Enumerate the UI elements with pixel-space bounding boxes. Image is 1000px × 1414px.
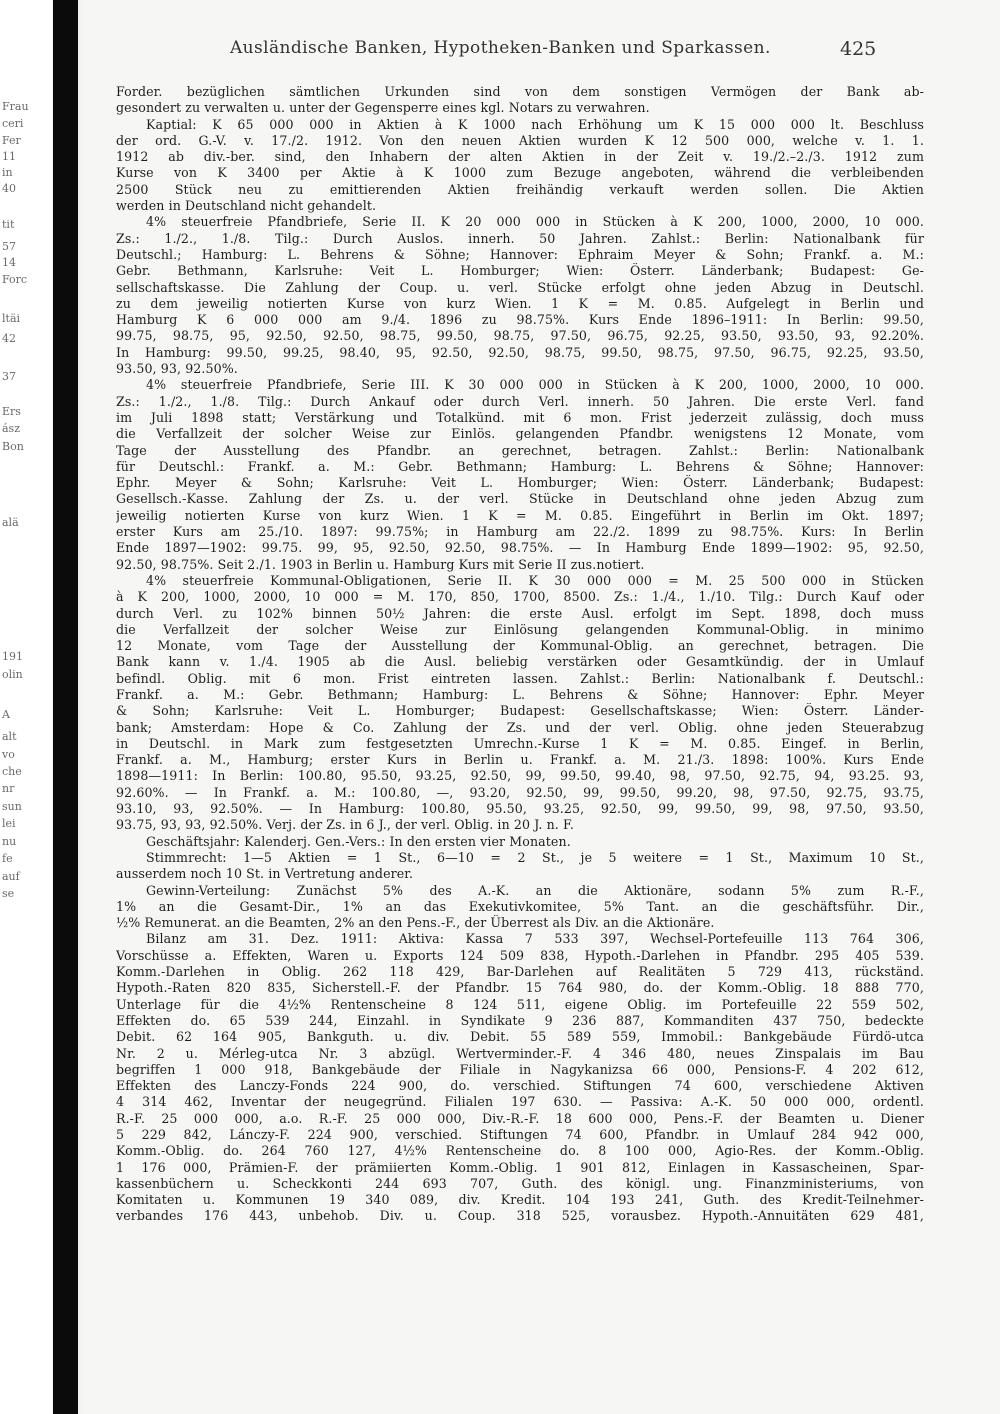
text-line: Gewinn-Verteilung: Zunächst 5% des A.-K. an die Aktionäre, sodann 5% zum R.-F., bbox=[146, 882, 924, 898]
text-line: 4 314 462, Inventar der neugegründ. Filialen 197 630. — Passiva: A.-K. 50 000 000, ordentl. bbox=[116, 1094, 924, 1110]
text-line: für Deutschl.: Frankf. a. M.: Gebr. Bethmann; Hamburg: L. Behrens & Söhne; Hannover: bbox=[116, 458, 924, 474]
margin-fragment: Frau bbox=[2, 100, 29, 113]
text-line: die Verfallzeit der solcher Weise zur Einlös. gelangenden Pfandbr. wenigstens 12 Monate, vom bbox=[116, 426, 924, 442]
text-line: à K 200, 1000, 2000, 10 000 = M. 170, 850, 1700, 8500. Zs.: 1./4., 1./10. Tilg.: Durch Kauf oder bbox=[116, 589, 924, 605]
margin-fragment: in bbox=[2, 166, 13, 179]
margin-fragment: lei bbox=[2, 817, 16, 830]
text-line: Unterlage für die 4½% Rentenscheine 8 124 511, eigene Oblig. im Portefeuille 22 559 502, bbox=[116, 996, 924, 1012]
margin-fragment: ász bbox=[2, 422, 20, 435]
text-line: 4% steuerfreie Pfandbriefe, Serie III. K 30 000 000 in Stücken à K 200, 1000, 2000, 10 000. bbox=[146, 377, 924, 393]
text-line: durch Verl. zu 102% binnen 50½ Jahren: die erste Ausl. erfolgt im Sept. 1898, doch muss bbox=[116, 605, 924, 621]
text-line: zu dem jeweilig notierten Kurse von kurz Wien. 1 K = M. 0.85. Aufgelegt in Berlin und bbox=[116, 295, 924, 311]
text-line: Komm.-Oblig. do. 264 760 127, 4½% Rentenscheine do. 8 100 000, Agio-Res. der Komm.-Oblig. bbox=[116, 1143, 924, 1159]
text-line: Ende 1897—1902: 99.75. 99, 95, 92.50, 92.50, 98.75%. — In Hamburg Ende 1899—1902: 95, 92.50, bbox=[116, 540, 924, 556]
text-line: 99.75, 98.75, 95, 92.50, 92.50, 98.75, 99.50, 98.75, 97.50, 96.75, 92.25, 93.50, 93.50, 93, 92.20%. bbox=[116, 328, 924, 344]
book-page bbox=[82, 0, 1000, 1414]
text-line: der ord. G.-V. v. 17./2. 1912. Von den neuen Aktien wurden K 12 500 000, welche v. 1. 1. bbox=[116, 132, 924, 148]
text-line: Kaptial: K 65 000 000 in Aktien à K 1000 nach Erhöhung um K 15 000 000 lt. Beschluss bbox=[146, 116, 924, 132]
page-header bbox=[82, 38, 1000, 62]
text-line: 4% steuerfreie Kommunal-Obligationen, Serie II. K 30 000 000 = M. 25 500 000 in Stücken bbox=[146, 572, 924, 588]
margin-fragment: nr bbox=[2, 782, 15, 795]
text-line: 4% steuerfreie Pfandbriefe, Serie II. K 20 000 000 in Stücken à K 200, 1000, 2000, 10 000. bbox=[146, 214, 924, 230]
text-line: Deutschl.; Hamburg: L. Behrens & Söhne; Hannover: Ephraim Meyer & Sohn; Frankf. a. M.: bbox=[116, 246, 924, 262]
text-line: In Hamburg: 99.50, 99.25, 98.40, 95, 92.50, 92.50, 98.75, 99.50, 98.75, 97.50, 96.75, 92.25, 93.50, bbox=[116, 344, 924, 360]
text-line: Hamburg K 6 000 000 am 9./4. 1896 zu 98.75%. Kurs Ende 1896–1911: In Berlin: 99.50, bbox=[116, 312, 924, 328]
text-line: verbandes 176 443, unbehob. Div. u. Coup. 318 525, vorausbez. Hypoth.-Annuitäten 629 481, bbox=[116, 1208, 924, 1224]
text-line: 1 176 000, Prämien-F. der prämiierten Komm.-Oblig. 1 901 812, Einlagen in Kassascheinen, Spar- bbox=[116, 1159, 924, 1175]
binding-shadow bbox=[53, 0, 78, 1414]
text-line: Stimmrecht: 1—5 Aktien = 1 St., 6—10 = 2 St., je 5 weitere = 1 St., Maximum 10 St., bbox=[146, 849, 924, 865]
text-line: 1912 ab div.-ber. sind, den Inhabern der alten Aktien in der Zeit v. 19./2.–2./3. 1912 zum bbox=[116, 149, 924, 165]
text-line: Zs.: 1./2., 1./8. Tilg.: Durch Ankauf oder durch Verl. innerh. 50 Jahren. Die erste Verl. fand bbox=[116, 393, 924, 409]
margin-fragment: alt bbox=[2, 730, 17, 743]
margin-fragment: tit bbox=[2, 218, 15, 231]
margin-fragment: 191 bbox=[2, 650, 23, 663]
text-line: ausserdem noch 10 St. in Vertretung anderer. bbox=[116, 866, 414, 882]
text-line: Hypoth.-Raten 820 835, Sicherstell.-F. der Pfandbr. 15 764 980, do. der Komm.-Oblig. 18 888 770, bbox=[116, 980, 924, 996]
text-line: Tage der Ausstellung des Pfandbr. an gerechnet, betragen. Zahlst.: Berlin: Nationalbank bbox=[116, 442, 924, 458]
text-line: Kurse von K 3400 per Aktie à K 1000 zum Bezuge angeboten, während die verbleibenden bbox=[116, 165, 924, 181]
text-line: erster Kurs am 25./10. 1897: 99.75%; in Hamburg am 22./2. 1899 zu 98.75%. Kurs: In Berlin bbox=[116, 524, 924, 540]
text-line: im Juli 1898 statt; Verstärkung und Totalkünd. mit 6 mon. Frist jederzeit zulässig, doch muss bbox=[116, 409, 924, 425]
text-line: Zs.: 1./2., 1./8. Tilg.: Durch Auslos. innerh. 50 Jahren. Zahlst.: Berlin: Nationalbank für bbox=[116, 230, 924, 246]
margin-fragment: fe bbox=[2, 852, 13, 865]
margin-fragment: ceri bbox=[2, 117, 24, 130]
page-number: 425 bbox=[840, 38, 877, 60]
margin-fragment: 14 bbox=[2, 256, 16, 269]
text-line: werden in Deutschland nicht gehandelt. bbox=[116, 198, 377, 214]
text-line: begriffen 1 000 918, Bankgebäude der Filiale in Nagykanizsa 66 000, Pensions-F. 4 202 612, bbox=[116, 1061, 924, 1077]
text-line: 5 229 842, Lánczy-F. 224 900, verschied. Stiftungen 74 600, Pfandbr. in Umlauf 284 942 000, bbox=[116, 1127, 924, 1142]
running-head: Ausländische Banken, Hypotheken-Banken und Sparkassen. bbox=[230, 38, 771, 58]
text-line: Komitaten u. Kommunen 19 340 089, div. Kredit. 104 193 241, Guth. des Kredit-Teilnehmer- bbox=[116, 1192, 924, 1208]
margin-fragment: 40 bbox=[2, 182, 16, 195]
margin-fragment: 11 bbox=[2, 150, 16, 163]
margin-fragment: Bon bbox=[2, 440, 24, 453]
facing-page-margin bbox=[0, 0, 52, 1414]
text-line: ½% Remunerat. an die Beamten, 2% an den Pens.-F., der Überrest als Div. an die Aktionäre. bbox=[116, 915, 715, 931]
text-line: Bilanz am 31. Dez. 1911: Aktiva: Kassa 7 533 397, Wechsel-Portefeuille 113 764 306, bbox=[146, 931, 924, 947]
text-line: Frankf. a. M.: Gebr. Bethmann; Hamburg: L. Behrens & Söhne; Hannover: Ephr. Meyer bbox=[116, 686, 924, 702]
margin-fragment: A bbox=[2, 708, 10, 721]
text-line: 1898—1911: In Berlin: 100.80, 95.50, 93.25, 92.50, 99, 99.50, 99.40, 98, 97.50, 92.75, 94, 93.25. 93, bbox=[116, 768, 924, 784]
margin-fragment: che bbox=[2, 765, 22, 778]
body-text bbox=[116, 84, 924, 1225]
text-line: in Deutschl. in Mark zum festgesetzten Umrechn.-Kurse 1 K = M. 0.85. Eingef. in Berlin, bbox=[116, 735, 924, 751]
text-line: kassenbüchern u. Scheckkonti 244 693 707, Guth. des königl. ung. Finanzministeriums, von bbox=[116, 1175, 924, 1191]
text-line: 1% an die Gesamt-Dir., 1% an das Exekutivkomitee, 5% Tant. an die geschäftsführ. Dir., bbox=[116, 898, 924, 914]
margin-fragment: Forc bbox=[2, 273, 28, 286]
text-line: 92.50, 98.75%. Seit 2./1. 1903 in Berlin u. Hamburg Kurs mit Serie II zus.notiert. bbox=[116, 556, 645, 572]
text-line: gesondert zu verwalten u. unter der Gegensperre eines kgl. Notars zu verwahren. bbox=[116, 100, 650, 116]
text-line: bank; Amsterdam: Hope & Co. Zahlung der Zs. und der verl. Oblig. ohne jeden Steuerabzug bbox=[116, 719, 924, 735]
margin-fragment: vo bbox=[2, 748, 15, 761]
text-line: & Sohn; Karlsruhe: Veit L. Homburger; Budapest: Gesellschaftskasse; Wien: Österr. Länder- bbox=[116, 703, 924, 719]
margin-fragment: nu bbox=[2, 835, 17, 848]
text-line: 93.75, 93, 93, 92.50%. Verj. der Zs. in 6 J., der verl. Oblig. in 20 J. n. F. bbox=[116, 817, 574, 833]
text-line: 92.60%. — In Frankf. a. M.: 100.80, —, 93.20, 92.50, 99, 99.50, 99.20, 98, 97.50, 92.75, 93.75, bbox=[116, 784, 924, 800]
text-line: die Verfallzeit der solcher Weise zur Einlösung gelangenden Kommunal-Oblig. in minimo bbox=[116, 621, 924, 637]
margin-fragment: 57 bbox=[2, 240, 16, 253]
text-line: 12 Monate, vom Tage der Ausstellung der Kommunal-Oblig. an gerechnet, betragen. Die bbox=[116, 638, 924, 654]
text-line: Effekten do. 65 539 244, Einzahl. in Syndikate 9 236 887, Kommanditen 437 750, bedeckte bbox=[116, 1012, 924, 1028]
text-line: 93.50, 93, 92.50%. bbox=[116, 361, 238, 377]
margin-fragment: Fer bbox=[2, 134, 21, 147]
text-line: 2500 Stück neu zu emittierenden Aktien freihändig verkauft werden sollen. Die Aktien bbox=[116, 181, 924, 197]
text-line: Gesellsch.-Kasse. Zahlung der Zs. u. der verl. Stücke in Deutschland ohne jeden Abzug zum bbox=[116, 491, 924, 507]
text-line: Komm.-Darlehen in Oblig. 262 118 429, Bar-Darlehen auf Realitäten 5 729 413, rückständ. bbox=[116, 964, 924, 980]
margin-fragment: sun bbox=[2, 800, 22, 813]
text-line: Bank kann v. 1./4. 1905 ab die Ausl. beliebig verstärken oder Gesamtkündig. der in Umlauf bbox=[116, 654, 924, 670]
text-line: Gebr. Bethmann, Karlsruhe: Veit L. Homburger; Wien: Österr. Länderbank; Budapest: Ge- bbox=[116, 263, 924, 279]
text-line: sellschaftskasse. Die Zahlung der Coup. u. verl. Stücke erfolgt ohne jeden Abzug in Deutschl. bbox=[116, 279, 924, 295]
margin-fragment: ltäi bbox=[2, 312, 21, 325]
text-line: Forder. bezüglichen sämtlichen Urkunden sind von dem sonstigen Vermögen der Bank ab- bbox=[116, 84, 924, 99]
margin-fragment: auf bbox=[2, 870, 20, 883]
text-line: Nr. 2 u. Mérleg-utca Nr. 3 abzügl. Wertverminder.-F. 4 346 480, neues Zinspalais im Bau bbox=[116, 1045, 924, 1061]
margin-fragment: se bbox=[2, 887, 15, 900]
margin-fragment: 37 bbox=[2, 370, 16, 383]
text-line: 93.10, 93, 92.50%. — In Hamburg: 100.80, 95.50, 93.25, 92.50, 99, 99.50, 99, 98, 97.50, 93.50, bbox=[116, 801, 924, 817]
text-line: Effekten des Lanczy-Fonds 224 900, do. verschied. Stiftungen 74 600, verschiedene Aktiven bbox=[116, 1078, 924, 1094]
margin-fragment: 42 bbox=[2, 332, 16, 345]
margin-fragment: olin bbox=[2, 668, 23, 681]
text-line: jeweilig notierten Kurse von kurz Wien. 1 K = M. 0.85. Eingeführt in Berlin im Okt. 1897; bbox=[116, 507, 924, 523]
text-line: Ephr. Meyer & Sohn; Karlsruhe: Veit L. Homburger; Wien: Österr. Länderbank; Budapest: bbox=[116, 475, 924, 491]
text-line: befindl. Oblig. mit 6 mon. Frist eintreten lassen. Zahlst.: Berlin: Nationalbank f. Deutschl.: bbox=[116, 670, 924, 686]
text-line: Vorschüsse a. Effekten, Waren u. Exports 124 509 838, Hypoth.-Darlehen in Pfandbr. 295 405 539. bbox=[116, 947, 924, 963]
margin-fragment: Ers bbox=[2, 405, 21, 418]
text-line: Geschäftsjahr: Kalenderj. Gen.-Vers.: In den ersten vier Monaten. bbox=[146, 833, 571, 849]
text-line: Frankf. a. M., Hamburg; erster Kurs in Berlin u. Frankf. a. M. 21./3. 1898: 100%. Kurs Ende bbox=[116, 752, 924, 768]
text-line: R.-F. 25 000 000, a.o. R.-F. 25 000 000, Div.-R.-F. 18 600 000, Pens.-F. der Beamten u. Diener bbox=[116, 1110, 924, 1126]
text-line: Debit. 62 164 905, Bankguth. u. div. Debit. 55 589 559, Immobil.: Bankgebäude Fürdö-utca bbox=[116, 1029, 924, 1045]
margin-fragment: alä bbox=[2, 516, 19, 529]
